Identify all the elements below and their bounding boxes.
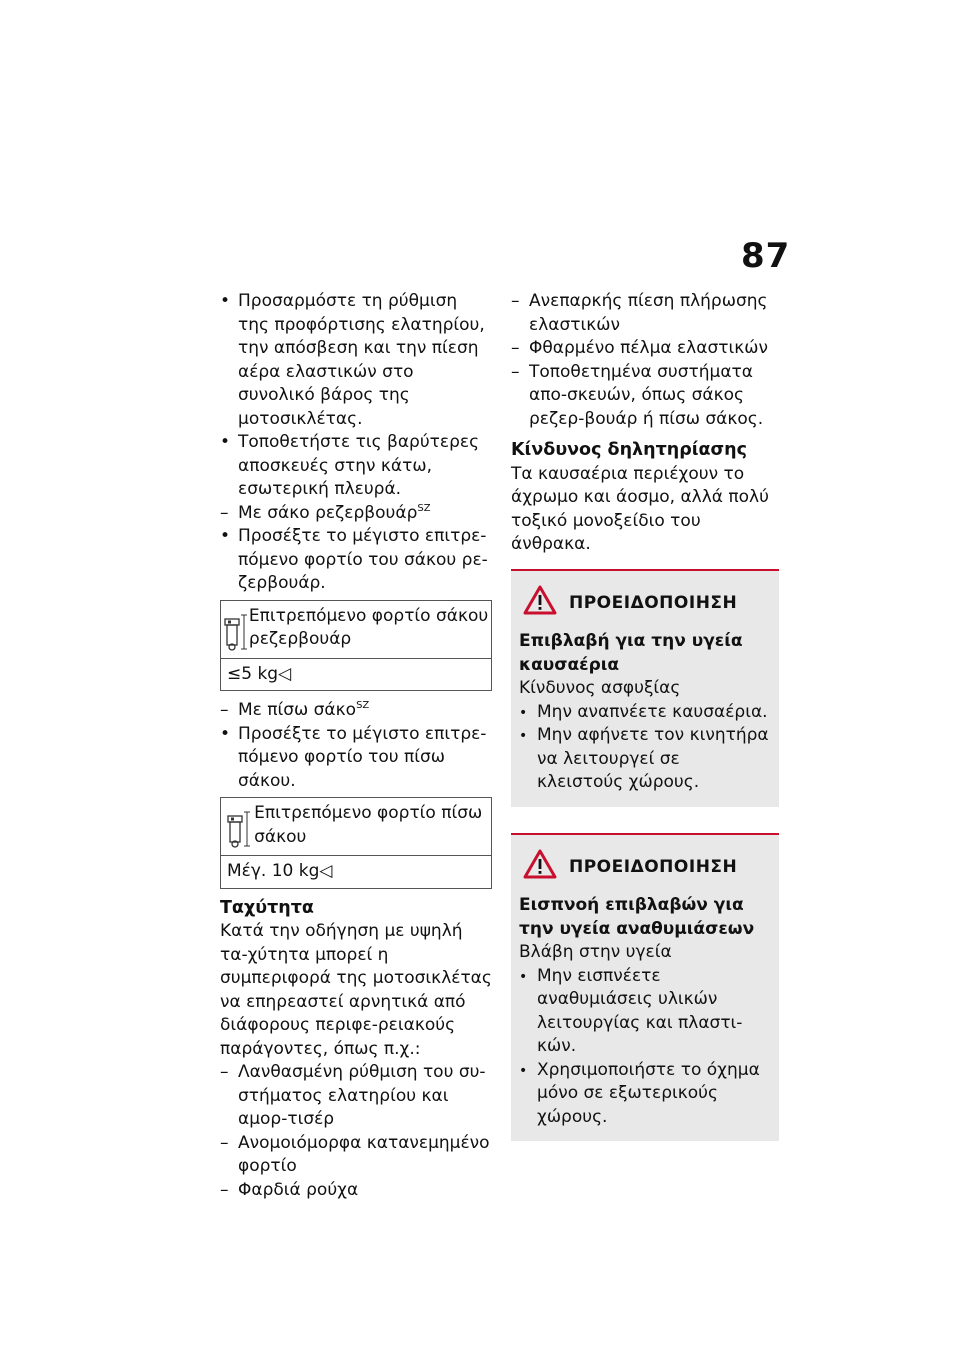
list-item: [220, 1132, 492, 1179]
list-item-text: Ανομοιόμορφα κατανεμημένο φορτίο: [238, 1132, 490, 1176]
list-item: [519, 965, 771, 1059]
list-item-text: Λανθασμένη ρύθμιση του συ-στήματος ελατηρίου και αμορ-τισέρ: [238, 1062, 486, 1129]
list-item-text: Τοποθετημένα συστήματα απο-σκευών, όπως σάκος ρεζερ-βουάρ ή πίσω σάκος.: [529, 361, 764, 429]
list-item: [220, 525, 492, 596]
spec-value: ≤5 kg◁: [227, 663, 292, 684]
superscript-note: SZ: [417, 502, 431, 514]
warning-title: ΠΡΟΕΙΔΟΠΟΙΗΣΗ: [569, 856, 738, 877]
list-item-text: Με πίσω σάκο: [238, 700, 357, 720]
warning-subtitle: Επιβλαβή για την υγεία καυσαέρια: [519, 631, 743, 675]
section-heading: Ταχύτητα: [220, 897, 314, 918]
list-item-text: Προσέξτε το μέγιστο επιτρε-πόμενο φορτίο του πίσω σάκου.: [238, 723, 487, 791]
spec-label: Επιτρεπόμενο φορτίο πίσω σάκου: [254, 803, 483, 847]
list-item: [220, 1061, 492, 1132]
list-item-text: Ανεπαρκής πίεση πλήρωσης ελαστικών: [529, 291, 768, 335]
list-item: [220, 723, 492, 794]
paragraph: Κατά την οδήγηση με υψηλή τα-χύτητα μπορεί η συμπεριφορά της μοτοσικλέτας να επηρεαστεί αρνητικά από διάφορους περιφε-ρειακούς παράγοντες, όπως π.χ.:: [220, 921, 492, 1059]
warning-box: [511, 569, 779, 807]
spec-table: [220, 600, 492, 692]
list-item-text: Με σάκο ρεζερβουάρ: [238, 502, 418, 523]
left-column: [220, 290, 492, 1202]
warning-risk: Βλάβη στην υγεία: [519, 942, 672, 962]
list-item-text: Φαρδιά ρούχα: [238, 1179, 359, 1200]
list-item-text: Μην εισπνέετε αναθυμιάσεις υλικών λειτουργίας και πλαστι-κών.: [537, 965, 743, 1056]
warning-subtitle: Εισπνοή επιβλαβών για την υγεία αναθυμιάσεων: [519, 895, 755, 939]
warning-triangle-icon: [523, 849, 557, 887]
list-item-text: Μην αφήνετε τον κινητήρα να λειτουργεί σε κλειστούς χώρους.: [537, 725, 769, 792]
list-item: [511, 290, 779, 337]
warning-box: [511, 833, 779, 1142]
list-item-text: Τοποθετήστε τις βαρύτερες αποσκευές στην κάτω, εσωτερική πλευρά.: [238, 432, 480, 499]
list-item: [220, 431, 492, 502]
list-item-text: Χρησιμοποιήστε το όχημα μόνο σε εξωτερικούς χώρους.: [537, 1059, 760, 1127]
list-item-text: Προσαρμόστε τη ρύθμιση της προφόρτισης ελατηρίου, την απόσβεση και την πίεση αέρα ελαστικών στο συνολικό βάρος της μοτοσικλέτας.: [238, 291, 485, 429]
luggage-weight-icon: [221, 601, 249, 658]
section-heading: Κίνδυνος δηλητηρίασης: [511, 440, 748, 460]
list-item: [519, 724, 771, 795]
list-item-text: Μην αναπνέετε καυσαέρια.: [537, 701, 768, 722]
list-item: [220, 502, 492, 526]
list-item: [220, 699, 492, 723]
warning-risk: Κίνδυνος ασφυξίας: [519, 678, 681, 698]
spec-value: Μέγ. 10 kg◁: [227, 861, 333, 881]
page-number: 87: [741, 236, 791, 276]
list-item-text: Φθαρμένο πέλμα ελαστικών: [529, 338, 768, 358]
list-item: [511, 361, 779, 432]
paragraph: Τα καυσαέρια περιέχουν το άχρωμο και άοσμο, αλλά πολύ τοξικό μονοξείδιο του άνθρακα.: [511, 463, 769, 554]
right-column: [511, 290, 779, 1141]
luggage-weight-icon: [221, 798, 254, 855]
warning-title: ΠΡΟΕΙΔΟΠΟΙΗΣΗ: [569, 592, 738, 613]
list-item: [519, 1059, 771, 1130]
list-item: [519, 701, 771, 725]
warning-triangle-icon: [523, 585, 557, 623]
superscript-note: SZ: [356, 700, 370, 711]
spec-label: Επιτρεπόμενο φορτίο σάκου ρεζερβουάρ: [248, 605, 489, 649]
list-item: [220, 290, 492, 431]
list-item-text: Προσέξτε το μέγιστο επιτρε-πόμενο φορτίο του σάκου ρε-ζερβουάρ.: [238, 526, 488, 593]
list-item: [511, 337, 779, 361]
list-item: [220, 1179, 492, 1203]
spec-table: [220, 797, 492, 889]
